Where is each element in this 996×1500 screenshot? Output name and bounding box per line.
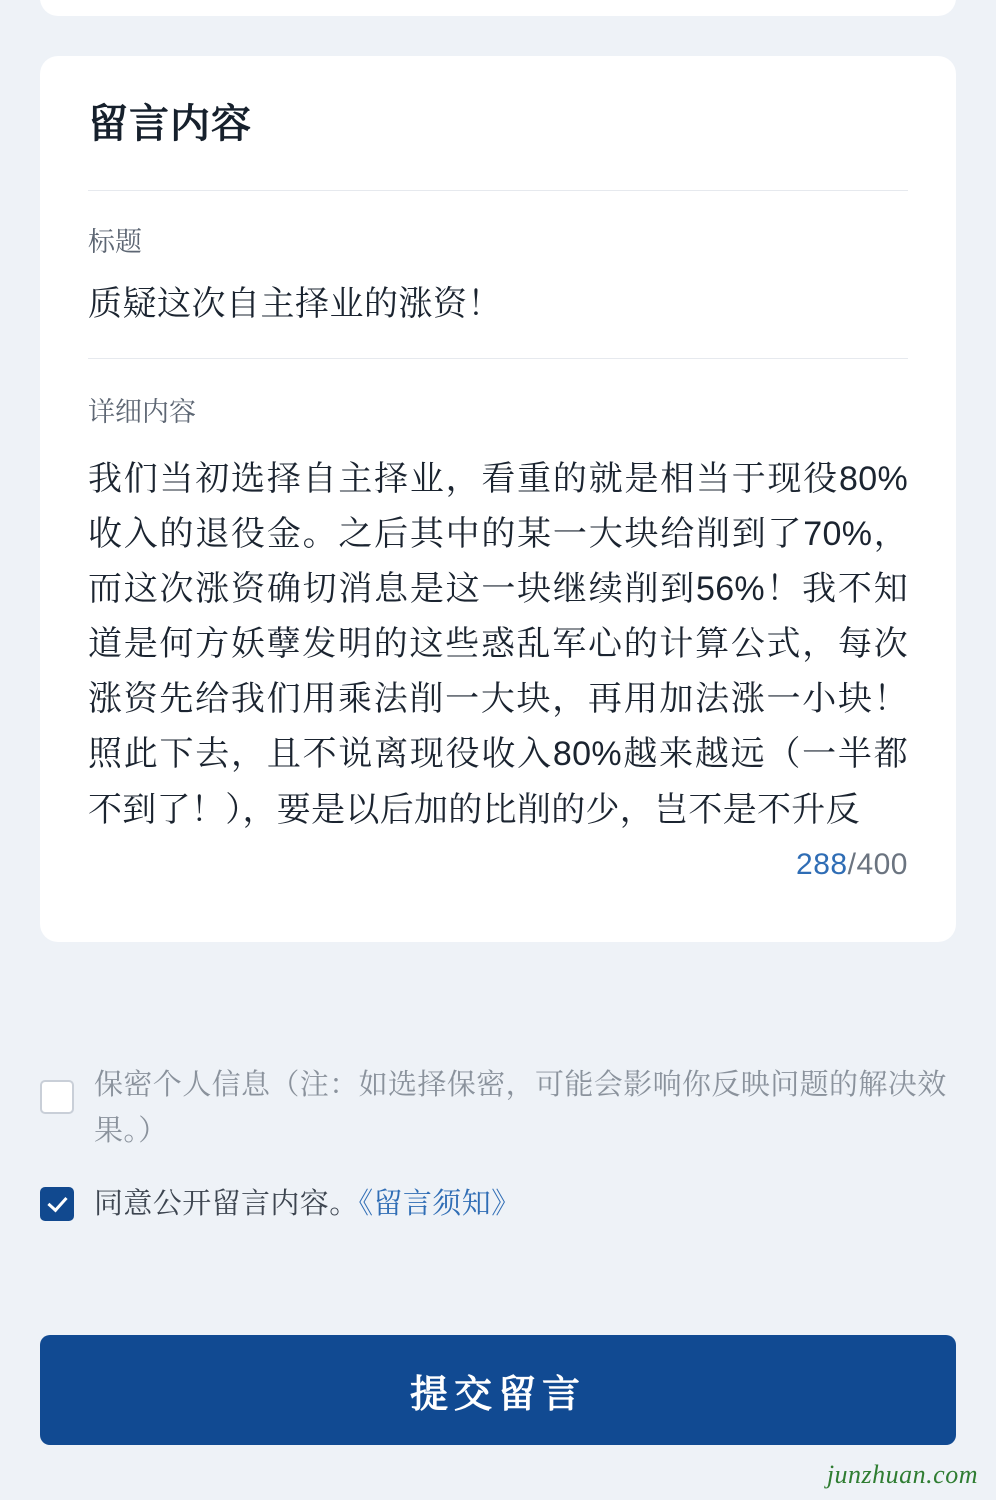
title-field-label: 标题 xyxy=(88,227,142,257)
title-field-value[interactable]: 质疑这次自主择业的涨资！ xyxy=(88,285,502,324)
detail-field[interactable] xyxy=(88,359,908,912)
character-counter-current: 288 xyxy=(796,847,848,881)
agree-checkbox[interactable] xyxy=(40,1187,74,1221)
privacy-option-label: 保密个人信息（注：如选择保密，可能会影响你反映问题的解决效果。） xyxy=(94,1069,947,1148)
detail-field-label: 详细内容 xyxy=(88,396,196,427)
character-counter-max: 400 xyxy=(856,847,908,881)
page-title: 留言内容 xyxy=(88,102,252,146)
privacy-option-row[interactable] xyxy=(40,1062,956,1155)
agree-option-text: 同意公开留言内容。 xyxy=(94,1187,359,1220)
options-group xyxy=(40,1062,956,1227)
character-counter xyxy=(88,848,908,882)
notice-link[interactable]: 《留言须知》 xyxy=(358,1187,521,1220)
character-counter-separator: / xyxy=(847,847,857,881)
title-field[interactable] xyxy=(88,191,908,358)
agree-option-label xyxy=(94,1181,521,1227)
previous-card-peek xyxy=(40,0,956,16)
message-content-card xyxy=(40,56,956,942)
privacy-checkbox[interactable] xyxy=(40,1080,74,1114)
site-watermark: junzhuan.com xyxy=(826,1460,978,1489)
agree-option-row[interactable] xyxy=(40,1181,956,1227)
detail-field-value[interactable]: 我们当初选择自主择业，看重的就是相当于现役80%收入的退役金。之后其中的某一大块给削到了70%，而这次涨资确切消息是这一块继续削到56%！我不知道是何方妖孽发明的这些惑乱军心的计算公式，每次涨资先给我们用乘法削一大块，再用加法涨一小块！照此下去，且不说离现役收入80%越来越远（一半都不到了！），要是以后加的比削的少，岂不是不升反 xyxy=(88,460,908,829)
submit-button[interactable]: 提交留言 xyxy=(40,1335,956,1445)
